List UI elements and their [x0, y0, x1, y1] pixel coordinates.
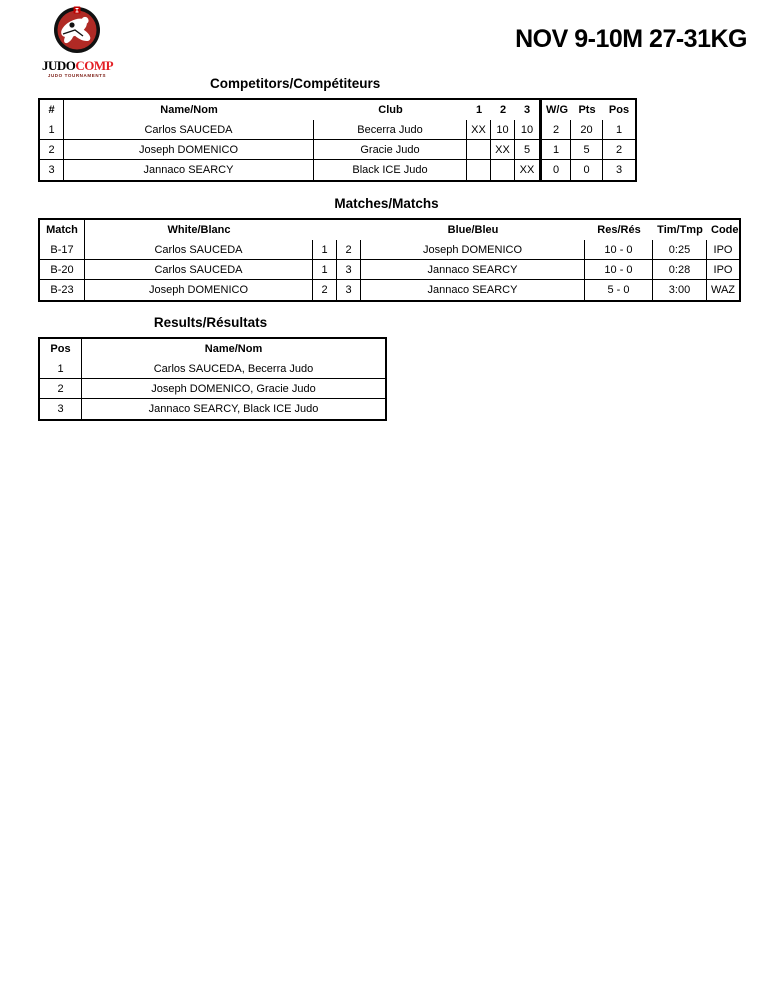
match-code: WAZ — [711, 284, 736, 296]
competitor-row — [40, 140, 635, 160]
wins-value: 0 — [539, 160, 571, 180]
match-id: B-23 — [40, 280, 85, 300]
col-code: Code — [711, 224, 739, 236]
results-header-row — [40, 339, 385, 359]
white-competitor: Joseph DOMENICO — [85, 280, 313, 300]
match-result: 10 - 0 — [585, 240, 653, 260]
points-value: 5 — [571, 140, 603, 160]
col-white: White/Blanc — [167, 224, 231, 236]
blue-number: 3 — [337, 280, 361, 300]
col-number: # — [40, 100, 64, 120]
result-name: Joseph DOMENICO, Gracie Judo — [82, 379, 385, 399]
col-club: Club — [378, 104, 403, 116]
col-round-3: 3 — [523, 104, 531, 116]
col-name: Name/Nom — [160, 104, 218, 116]
results-table — [38, 337, 387, 421]
match-time: 0:28 — [653, 260, 707, 280]
match-code: IPO — [707, 260, 739, 280]
round-2-result: 10 — [491, 120, 515, 140]
result-row — [40, 359, 385, 379]
wins-value: 2 — [539, 120, 571, 140]
round-2-result — [491, 160, 515, 180]
col-round-2: 2 — [499, 104, 507, 116]
results-heading: Results/Résultats — [153, 315, 268, 330]
col-blue: Blue/Bleu — [447, 224, 499, 236]
blue-number: 3 — [337, 260, 361, 280]
logo-word-judo: JUDO — [42, 58, 76, 73]
col-wg: W/G — [539, 100, 571, 120]
white-competitor: Carlos SAUCEDA — [85, 240, 313, 260]
white-number: 2 — [313, 280, 337, 300]
col-time: Tim/Tmp — [657, 224, 703, 236]
judocomp-badge-icon — [49, 6, 105, 55]
page-title: NOV 9-10M 27-31KG — [515, 25, 747, 53]
competitor-row — [40, 120, 635, 140]
position-value: 2 — [603, 140, 635, 160]
round-3-result: 5 — [515, 140, 539, 160]
points-value: 0 — [571, 160, 603, 180]
competitors-heading: Competitors/Compétiteurs — [210, 76, 381, 91]
matches-header-row — [40, 220, 739, 240]
col-round-1: 1 — [475, 104, 483, 116]
col-match: Match — [40, 220, 85, 240]
match-id: B-20 — [40, 260, 85, 280]
logo-wordmark — [42, 60, 112, 72]
match-code: IPO — [707, 240, 739, 260]
match-time: 3:00 — [653, 280, 707, 300]
match-result: 5 - 0 — [585, 280, 653, 300]
matches-table — [38, 218, 741, 302]
competitor-name: Joseph DOMENICO — [64, 140, 314, 160]
competitors-table — [38, 98, 637, 182]
result-row — [40, 399, 385, 419]
result-name: Jannaco SEARCY, Black ICE Judo — [148, 403, 319, 415]
match-id: B-17 — [40, 240, 85, 260]
match-row — [40, 280, 739, 300]
matches-heading: Matches/Matchs — [334, 196, 439, 211]
white-number: 1 — [313, 240, 337, 260]
competitor-number: 1 — [40, 120, 64, 140]
points-value: 20 — [571, 120, 603, 140]
position-value: 3 — [615, 164, 623, 176]
competitor-name: Carlos SAUCEDA — [64, 120, 314, 140]
col-pos: Pos — [40, 339, 82, 359]
result-position: 2 — [40, 379, 82, 399]
round-1-result — [467, 160, 491, 180]
wins-value: 1 — [539, 140, 571, 160]
white-number: 1 — [313, 260, 337, 280]
competitor-name: Jannaco SEARCY — [64, 160, 314, 180]
header-spacer — [313, 220, 337, 240]
round-3-result: 10 — [515, 120, 539, 140]
header-spacer — [337, 220, 361, 240]
competitor-club: Black ICE Judo — [314, 160, 467, 180]
blue-competitor: Jannaco SEARCY — [361, 260, 585, 280]
col-pts: Pts — [578, 104, 596, 116]
judocomp-logo — [42, 6, 112, 78]
result-name: Carlos SAUCEDA, Becerra Judo — [82, 359, 385, 379]
round-2-result: XX — [491, 140, 515, 160]
match-result: 10 - 0 — [585, 260, 653, 280]
round-3-result: XX — [519, 164, 535, 176]
result-position: 3 — [40, 399, 82, 419]
round-1-result: XX — [467, 120, 491, 140]
blue-competitor: Jannaco SEARCY — [361, 280, 585, 300]
round-1-result — [467, 140, 491, 160]
competitors-header-row — [40, 100, 635, 120]
col-pos: Pos — [608, 104, 630, 116]
col-res: Res/Rés — [597, 224, 641, 236]
white-competitor: Carlos SAUCEDA — [85, 260, 313, 280]
logo-subtitle: JUDO TOURNAMENTS — [47, 73, 107, 78]
match-time: 0:25 — [653, 240, 707, 260]
blue-number: 2 — [337, 240, 361, 260]
result-position: 1 — [40, 359, 82, 379]
result-row — [40, 379, 385, 399]
col-name: Name/Nom — [204, 343, 263, 355]
competitor-club: Becerra Judo — [314, 120, 467, 140]
match-row — [40, 240, 739, 260]
blue-competitor: Joseph DOMENICO — [361, 240, 585, 260]
competitor-number: 2 — [40, 140, 64, 160]
logo-word-comp: COMP — [75, 58, 114, 73]
competitor-row — [40, 160, 635, 180]
position-value: 1 — [603, 120, 635, 140]
competitor-number: 3 — [40, 160, 64, 180]
match-row — [40, 260, 739, 280]
competitor-club: Gracie Judo — [314, 140, 467, 160]
